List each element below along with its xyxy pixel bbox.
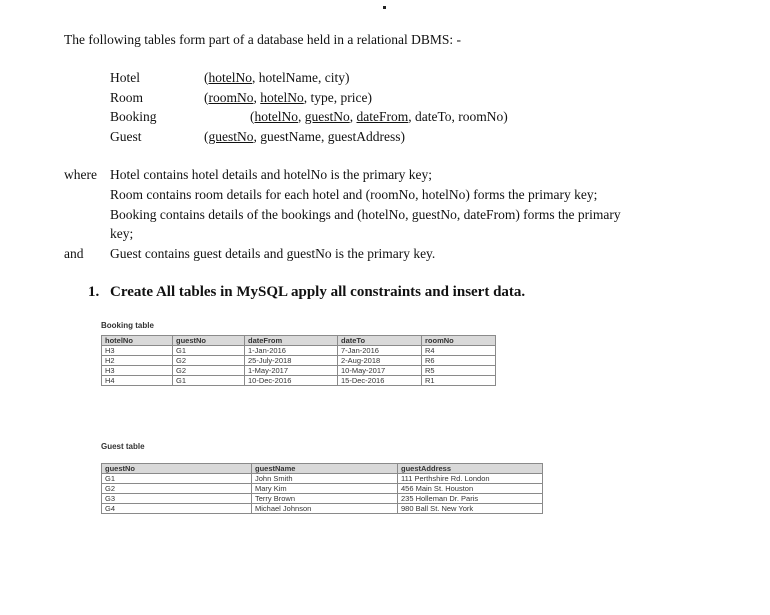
guest-table-caption: Guest table [101,442,145,451]
intro-text: The following tables form part of a database held in a relational DBMS: - [64,32,462,47]
column-header: dateFrom [245,336,338,346]
schema-hotel [110,70,510,88]
schema-booking [110,109,530,127]
booking-table-caption: Booking table [101,321,154,330]
explanation-line: Booking contains details of the bookings and (hotelNo, guestNo, dateFrom) forms the primary [110,207,621,222]
column-header: hotelNo [102,336,173,346]
primary-key-attr: roomNo [208,90,254,105]
table-cell: G2 [173,366,245,376]
table-cell: Michael Johnson [252,504,398,514]
question-number: 1. [88,284,100,300]
table-cell: 1-Jan-2016 [245,346,338,356]
relation-attributes: (hotelNo, guestNo, dateFrom, dateTo, roomNo) [250,109,508,124]
relation-name: Room [110,90,144,105]
table-row [102,494,543,504]
relation-name: Booking [110,109,157,124]
schema-guest [110,129,510,147]
table-cell: G1 [173,376,245,386]
question-text: Create All tables in MySQL apply all constraints and insert data. [110,284,526,300]
table-cell: 15-Dec-2016 [338,376,422,386]
column-header: guestNo [173,336,245,346]
table-cell: 235 Holleman Dr. Paris [398,494,543,504]
primary-key-attr: hotelNo [208,70,252,85]
table-cell: G1 [102,474,252,484]
explanation-line: key; [110,226,134,241]
table-row [102,376,496,386]
question-1 [88,284,525,301]
table-cell: Terry Brown [252,494,398,504]
and-keyword: and [64,246,84,261]
schema-room [110,90,510,108]
primary-key-attr: hotelNo [260,90,304,105]
table-row [102,356,496,366]
where-keyword: where [64,167,97,182]
column-header: guestNo [102,464,252,474]
table-row [102,484,543,494]
table-cell: R1 [422,376,496,386]
stray-mark [383,6,386,9]
booking-table [101,335,496,386]
primary-key-attr: guestNo [208,129,254,144]
table-cell: 7-Jan-2016 [338,346,422,356]
table-cell: 980 Ball St. New York [398,504,543,514]
column-header: guestName [252,464,398,474]
table-cell: G3 [102,494,252,504]
primary-key-attr: hotelNo [254,109,298,124]
table-row [102,366,496,376]
table-cell: 10-Dec-2016 [245,376,338,386]
explanation-line: Room contains room details for each hotel and (roomNo, hotelNo) forms the primary key; [110,187,598,202]
table-cell: Mary Kim [252,484,398,494]
explanation-line: Hotel contains hotel details and hotelNo is the primary key; [110,167,433,182]
guest-table [101,463,543,514]
table-cell: R5 [422,366,496,376]
column-header: roomNo [422,336,496,346]
relation-name: Hotel [110,70,140,85]
table-cell: 25-July-2018 [245,356,338,366]
table-cell: R4 [422,346,496,356]
table-header-row [102,464,543,474]
table-cell: 1-May-2017 [245,366,338,376]
table-header-row [102,336,496,346]
table-cell: H2 [102,356,173,366]
relation-name: Guest [110,129,142,144]
column-header: guestAddress [398,464,543,474]
relation-attributes: (hotelNo, hotelName, city) [204,70,350,85]
explanation-line: Guest contains guest details and guestNo is the primary key. [110,246,436,261]
table-cell: G1 [173,346,245,356]
table-cell: 2-Aug-2018 [338,356,422,366]
table-cell: G4 [102,504,252,514]
table-row [102,474,543,484]
table-cell: H3 [102,346,173,356]
table-cell: 10-May-2017 [338,366,422,376]
primary-key-attr: guestNo [304,109,350,124]
relation-attributes: (guestNo, guestName, guestAddress) [204,129,405,144]
primary-key-attr: dateFrom [356,109,409,124]
table-cell: H3 [102,366,173,376]
table-row [102,504,543,514]
table-row [102,346,496,356]
table-cell: 456 Main St. Houston [398,484,543,494]
relation-attributes: (roomNo, hotelNo, type, price) [204,90,372,105]
column-header: dateTo [338,336,422,346]
table-cell: H4 [102,376,173,386]
table-cell: R6 [422,356,496,366]
table-cell: G2 [173,356,245,366]
table-cell: 111 Perthshire Rd. London [398,474,543,484]
table-cell: G2 [102,484,252,494]
table-cell: John Smith [252,474,398,484]
